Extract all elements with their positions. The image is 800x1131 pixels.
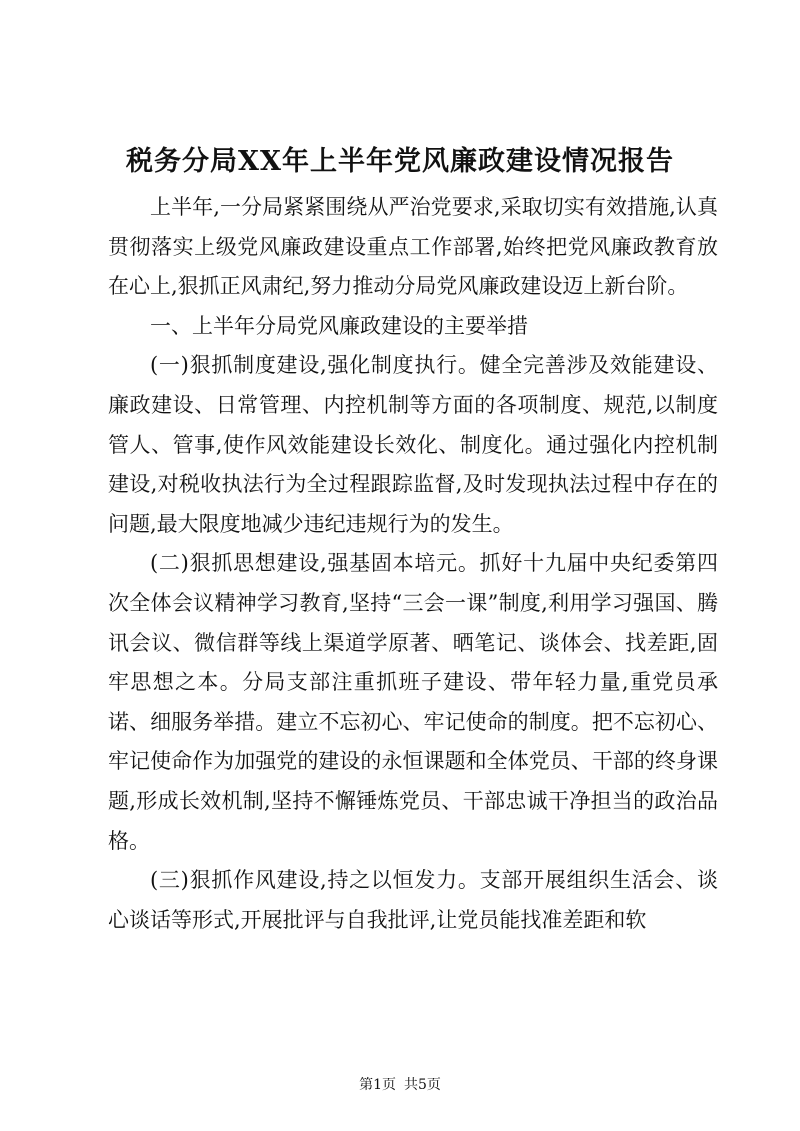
paragraph-ideology-building: (二)狠抓思想建设,强基固本培元。抓好十九届中央纪委第四次全体会议精神学习教育,坚持“三会一课”制度,利用学习强国、腾讯会议、微信群等线上渠道学原著、晒笔记、谈体会、找差距,固牢思想之本。分局支部注重抓班子建设、带年轻力量,重党员承诺、细服务举措。建立不忘初心、牢记使命的制度。把不忘初心、牢记使命作为加强党的建设的永恒课题和全体党员、干部的终身课题,形成长效机制,坚持不懈锤炼党员、干部忠诚干净担当的政治品格。 bbox=[108, 551, 718, 853]
document-body bbox=[108, 188, 718, 940]
section-heading-1: 一、上半年分局党风廉政建设的主要举措 bbox=[150, 313, 528, 338]
paragraph-intro: 上半年,一分局紧紧围绕从严治党要求,采取切实有效措施,认真贯彻落实上级党风廉政建设重点工作部署,始终把党风廉政教育放在心上,狠抓正风肃纪,努力推动分局党风廉政建设迈上新台阶。 bbox=[108, 195, 718, 299]
page-footer bbox=[0, 1075, 800, 1095]
paragraph-style-building: (三)狠抓作风建设,持之以恒发力。支部开展组织生活会、谈心谈话等形式,开展批评与自我批评,让党员能找准差距和软 bbox=[108, 868, 718, 932]
page-count: 共5页 bbox=[404, 1077, 441, 1093]
page-number: 第1页 bbox=[359, 1077, 396, 1093]
document-title: 税务分局XX年上半年党风廉政建设情况报告 bbox=[126, 146, 674, 177]
paragraph-system-building: (一)狠抓制度建设,强化制度执行。健全完善涉及效能建设、廉政建设、日常管理、内控机制等方面的各项制度、规范,以制度管人、管事,使作风效能建设长效化、制度化。通过强化内控机制建设,对税收执法行为全过程跟踪监督,及时发现执法过程中存在的问题,最大限度地减少违纪违规行为的发生。 bbox=[108, 353, 718, 536]
